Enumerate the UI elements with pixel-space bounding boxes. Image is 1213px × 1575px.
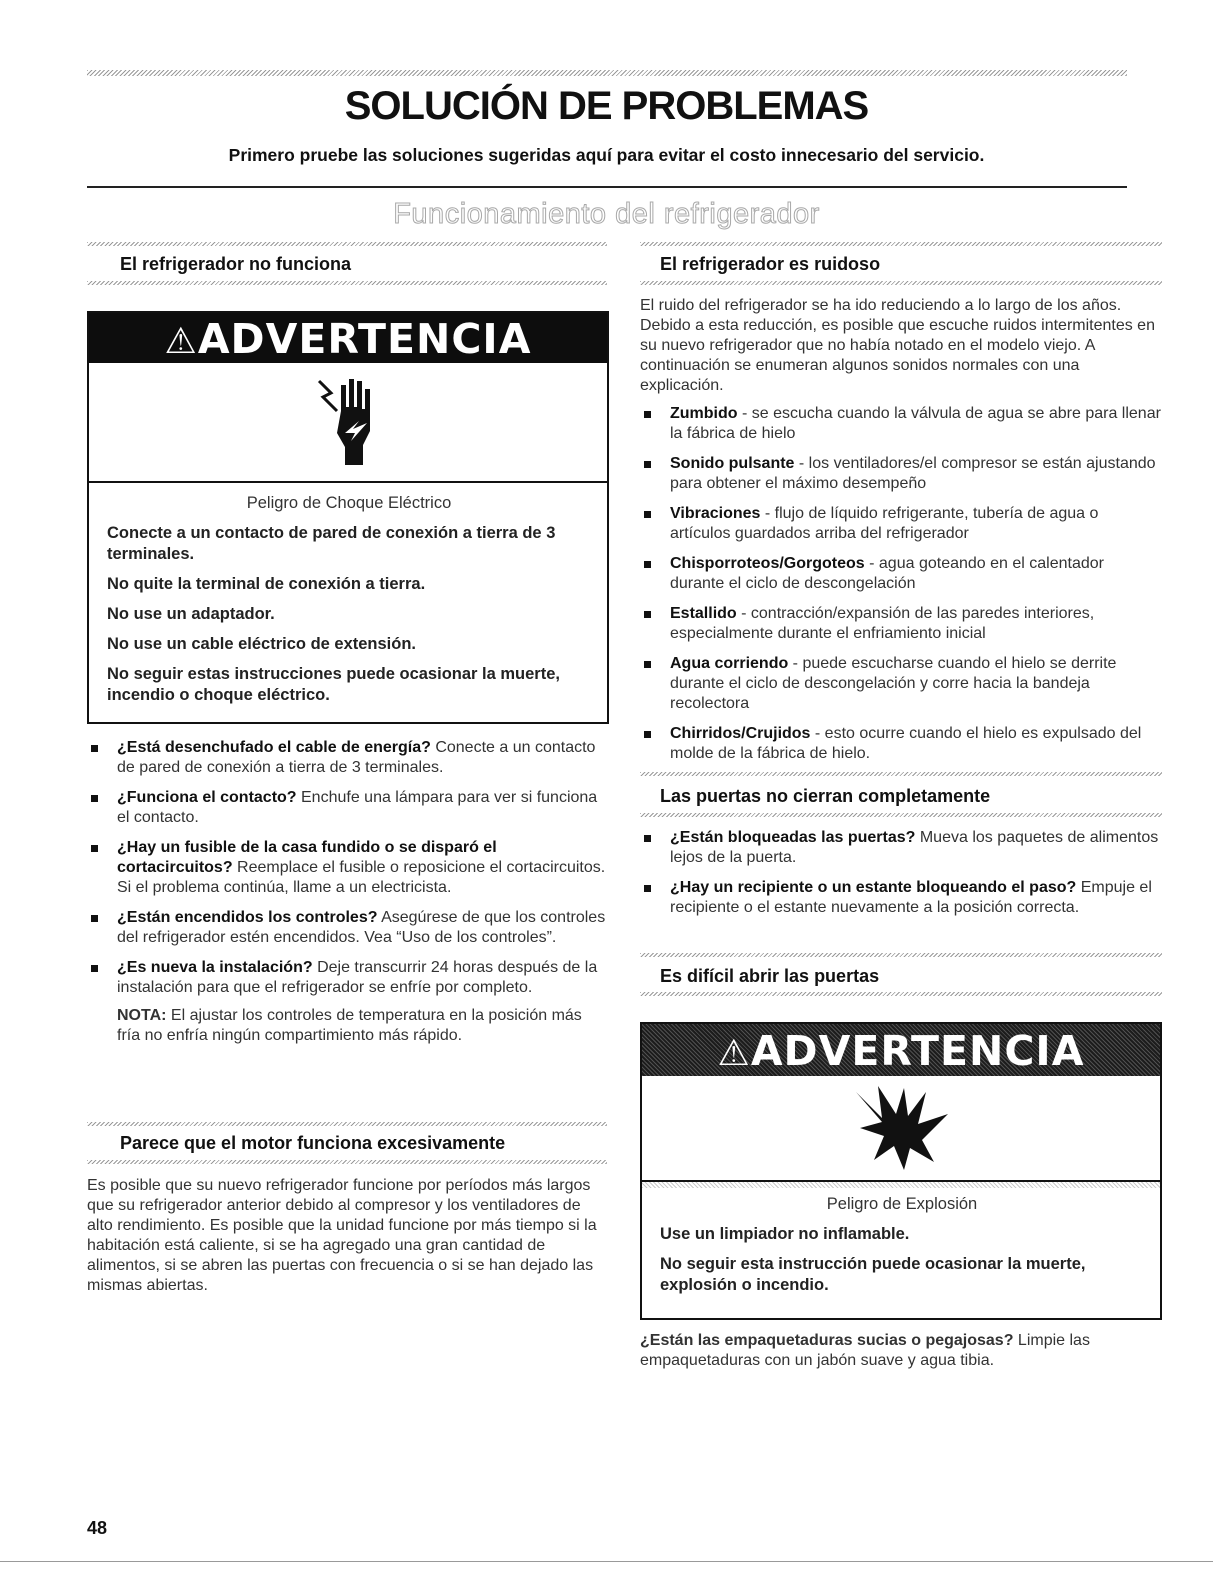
answer: Mueva los paquetes de alimentos lejos de la puerta. bbox=[670, 829, 1159, 866]
answer: Conecte a un contacto de pared de conexión a tierra de 3 terminales. bbox=[117, 739, 596, 776]
sound-description: - esto ocurre cuando el hielo es expulsado del molde de la fábrica de hielo. bbox=[670, 725, 1142, 762]
list-item bbox=[640, 554, 1162, 594]
sound-name: Agua corriendo bbox=[670, 655, 789, 672]
noise-section bbox=[640, 296, 1162, 774]
list-item bbox=[87, 838, 607, 898]
question: ¿Hay un fusible de la casa fundido o se disparó el cortacircuitos? bbox=[117, 839, 497, 876]
answer: Limpie las empaquetaduras con un jabón suave y agua tibia. bbox=[640, 1332, 1090, 1369]
heading-hatch bbox=[640, 242, 1162, 246]
noise-intro: El ruido del refrigerador se ha ido reduciendo a lo largo de los años. Debido a esta reducción, es posible que escuche ruidos intermitentes en su nuevo refrigerador que no había notado en el modelo viejo. A continuación se enumeran algunos sonidos normales con una explicación. bbox=[640, 297, 1155, 394]
list-item bbox=[87, 958, 607, 998]
bullet-icon bbox=[91, 795, 98, 802]
bullet-icon bbox=[91, 915, 98, 922]
warning-hazard: Peligro de Choque Eléctrico bbox=[246, 494, 452, 512]
sound-description: - agua goteando en el calentador durante el ciclo de descongelación bbox=[670, 555, 1104, 592]
sound-name: Chirridos/Crujidos bbox=[670, 725, 811, 742]
note-label: NOTA: bbox=[117, 1007, 167, 1024]
header-divider bbox=[87, 186, 1127, 188]
explosion-icon bbox=[852, 1084, 952, 1174]
heading-hatch bbox=[87, 1122, 607, 1126]
gasket-paragraph bbox=[640, 1331, 1162, 1371]
heading-hatch bbox=[640, 992, 1162, 996]
question: ¿Es nueva la instalación? bbox=[117, 959, 313, 976]
list-item bbox=[640, 828, 1162, 868]
warning-icon-area bbox=[642, 1076, 1160, 1182]
sound-description: - se escucha cuando la válvula de agua se abre para llenar la fábrica de hielo bbox=[670, 405, 1161, 442]
list-item bbox=[87, 738, 607, 778]
list-item bbox=[87, 908, 607, 948]
heading-hatch bbox=[640, 281, 1162, 285]
warning-hazard: Peligro de Explosión bbox=[826, 1195, 978, 1213]
sound-name: Vibraciones bbox=[670, 505, 761, 522]
warning-line: Use un limpiador no inflamable. bbox=[660, 1225, 910, 1243]
bullet-icon bbox=[644, 661, 651, 668]
warning-line: Conecte a un contacto de pared de conexión a tierra de 3 terminales. bbox=[107, 524, 556, 563]
heading-motor: Parece que el motor funciona excesivamente bbox=[120, 1133, 506, 1153]
warning-triangle-icon: ⚠ bbox=[717, 1033, 751, 1074]
warning-title: ADVERTENCIA bbox=[197, 315, 532, 363]
sound-description: - los ventiladores/el compresor se están ajustando para obtener el máximo desempeño bbox=[670, 455, 1156, 492]
heading-hatch bbox=[640, 953, 1162, 957]
note-text: El ajustar los controles de temperatura en la posición más fría no enfría ningún compartimiento más rápido. bbox=[117, 1007, 582, 1044]
page-title: SOLUCIÓN DE PROBLEMAS bbox=[344, 84, 869, 128]
sound-description: - puede escucharse cuando el hielo se derrite durante el ciclo de descongelación y corre hacia la bandeja recolectora bbox=[670, 655, 1117, 712]
warning-header bbox=[642, 1024, 1160, 1076]
bullet-icon bbox=[91, 745, 98, 752]
question: ¿Están las empaquetaduras sucias o pegajosas? bbox=[640, 1332, 1014, 1349]
page-number: 48 bbox=[87, 1518, 108, 1538]
warning-title: ADVERTENCIA bbox=[750, 1027, 1085, 1075]
motor-paragraph: Es posible que su nuevo refrigerador funcione por períodos más largos que su refrigerador anterior debido al compresor y los ventiladores de alto rendimiento. Es posible que la unidad funcione por más tiempo si la habitación está caliente, si se ha agregado una gran cantidad de alimentos, si se abren las puertas con frecuencia o si se han dejado las mismas abiertas. bbox=[87, 1177, 597, 1294]
warning-body bbox=[642, 1188, 1160, 1317]
question: ¿Están bloqueadas las puertas? bbox=[670, 829, 916, 846]
explosion-warning-box bbox=[640, 1022, 1162, 1320]
sound-name: Estallido bbox=[670, 605, 737, 622]
bullet-icon bbox=[644, 731, 651, 738]
heading-noisy: El refrigerador es ruidoso bbox=[660, 254, 881, 274]
list-item bbox=[640, 724, 1162, 764]
shock-warning-box bbox=[87, 311, 609, 724]
heading-hatch bbox=[87, 281, 607, 285]
question: ¿Está desenchufado el cable de energía? bbox=[117, 739, 431, 756]
top-decorative-band bbox=[87, 70, 1127, 76]
answer: Asegúrese de que los controles del refrigerador estén encendidos. Vea “Uso de los controles”. bbox=[117, 909, 606, 946]
bullet-icon bbox=[91, 965, 98, 972]
list-item bbox=[640, 454, 1162, 494]
heading-not-running: El refrigerador no funciona bbox=[120, 254, 352, 274]
warning-icon-area bbox=[89, 363, 607, 483]
list-item bbox=[640, 404, 1162, 444]
not-running-checklist bbox=[87, 738, 607, 1046]
note bbox=[87, 1006, 607, 1046]
sound-name: Chisporroteos/Gorgoteos bbox=[670, 555, 865, 572]
warning-body bbox=[89, 483, 607, 727]
bullet-icon bbox=[644, 611, 651, 618]
bottom-edge-rule bbox=[0, 1561, 1213, 1562]
heading-hatch bbox=[640, 813, 1162, 817]
bullet-icon bbox=[644, 561, 651, 568]
page-subtitle: Primero pruebe las soluciones sugeridas aquí para evitar el costo innecesario del servicio. bbox=[228, 145, 985, 165]
sound-description: - flujo de líquido refrigerante, tubería de agua o artículos guardados arriba del refrigerador bbox=[670, 505, 1099, 542]
bullet-icon bbox=[644, 835, 651, 842]
answer: Deje transcurrir 24 horas después de la instalación para que el refrigerador se enfríe por completo. bbox=[117, 959, 598, 996]
warning-line: No seguir estas instrucciones puede ocasionar la muerte, incendio o choque eléctrico. bbox=[107, 665, 560, 704]
warning-triangle-icon: ⚠ bbox=[164, 321, 198, 362]
warning-header bbox=[89, 313, 607, 363]
section-title: Funcionamiento del refrigerador bbox=[393, 198, 820, 230]
heading-doors: Las puertas no cierran completamente bbox=[660, 786, 991, 806]
heading-hatch bbox=[640, 772, 1162, 776]
electric-shock-hand-icon bbox=[311, 371, 391, 471]
bullet-icon bbox=[644, 511, 651, 518]
list-item bbox=[640, 604, 1162, 644]
heading-hard-to-open: Es difícil abrir las puertas bbox=[660, 966, 880, 986]
sound-name: Sonido pulsante bbox=[670, 455, 795, 472]
question: ¿Funciona el contacto? bbox=[117, 789, 297, 806]
doors-checklist bbox=[640, 828, 1162, 928]
answer: Empuje el recipiente o el estante nuevamente a la posición correcta. bbox=[670, 879, 1152, 916]
list-item bbox=[87, 788, 607, 828]
question: ¿Están encendidos los controles? bbox=[117, 909, 378, 926]
warning-line: No seguir esta instrucción puede ocasionar la muerte, explosión o incendio. bbox=[660, 1255, 1086, 1294]
question: ¿Hay un recipiente o un estante bloqueando el paso? bbox=[670, 879, 1077, 896]
sound-name: Zumbido bbox=[670, 405, 738, 422]
list-item bbox=[640, 878, 1162, 918]
bullet-icon bbox=[644, 461, 651, 468]
list-item bbox=[640, 504, 1162, 544]
warning-line: No use un adaptador. bbox=[107, 605, 275, 623]
bullet-icon bbox=[91, 845, 98, 852]
heading-hatch bbox=[87, 1160, 607, 1164]
bullet-icon bbox=[644, 411, 651, 418]
warning-line: No use un cable eléctrico de extensión. bbox=[107, 635, 417, 653]
answer: Reemplace el fusible o reposicione el cortacircuitos. Si el problema continúa, llame a un electricista. bbox=[117, 859, 606, 896]
warning-line: No quite la terminal de conexión a tierra. bbox=[107, 575, 426, 593]
answer: Enchufe una lámpara para ver si funciona el contacto. bbox=[117, 789, 598, 826]
heading-hatch bbox=[87, 242, 607, 246]
sound-description: - contracción/expansión de las paredes interiores, especialmente durante el enfriamiento inicial bbox=[670, 605, 1095, 642]
bullet-icon bbox=[644, 885, 651, 892]
list-item bbox=[640, 654, 1162, 714]
